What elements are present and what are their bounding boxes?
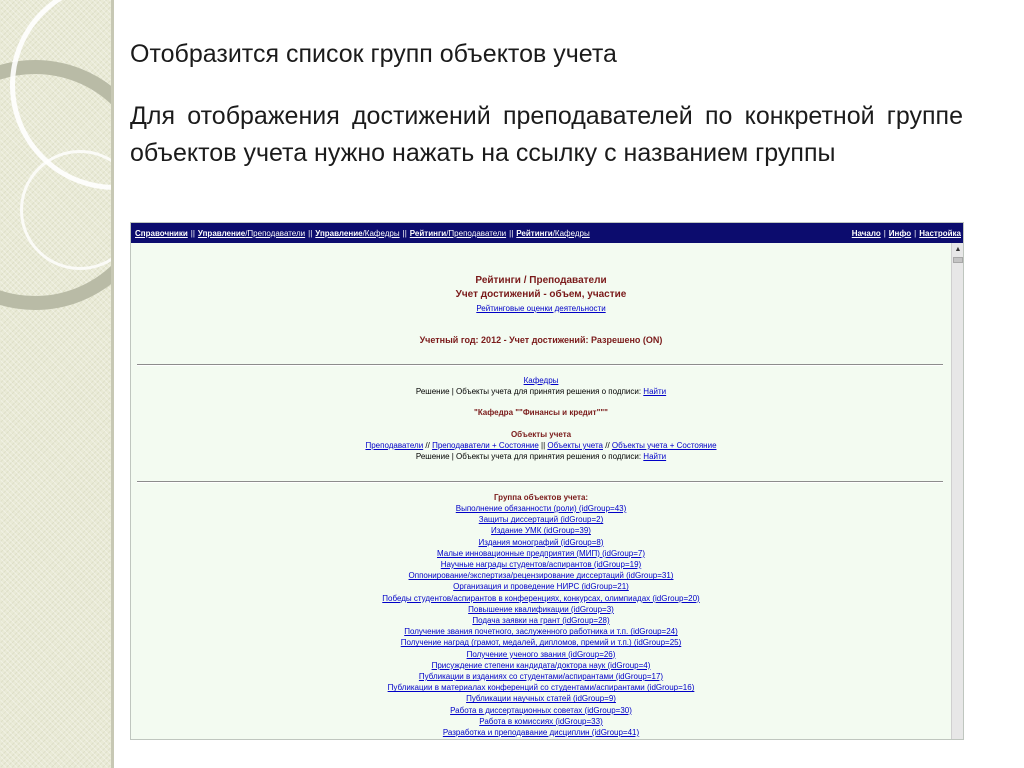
decorative-edge bbox=[111, 0, 114, 768]
rating-scores-link[interactable]: Рейтинговые оценки деятельности bbox=[476, 304, 606, 313]
group-link[interactable]: Работа в диссертационных советах (idGroup=30) bbox=[450, 705, 632, 715]
group-link[interactable]: Подача заявки на грант (idGroup=28) bbox=[472, 616, 610, 625]
group-link[interactable]: Научные награды студентов/аспирантов (idGroup=19) bbox=[440, 560, 642, 569]
objects-state-link[interactable]: Объекты учета + Состояние bbox=[611, 441, 717, 450]
scroll-thumb[interactable] bbox=[953, 257, 963, 263]
link-separator: // bbox=[603, 441, 612, 450]
group-link[interactable]: Присуждение степени кандидата/доктора наук (idGroup=4) bbox=[431, 660, 651, 670]
group-row bbox=[131, 672, 951, 681]
group-row bbox=[131, 504, 951, 513]
group-row bbox=[131, 549, 951, 558]
nav-separator: || bbox=[308, 228, 313, 238]
decision-text: Решение | Объекты учета для принятия решения о подписи: bbox=[415, 452, 644, 461]
group-row bbox=[131, 694, 951, 703]
nav-separator: || bbox=[190, 228, 195, 238]
objects-link[interactable]: Объекты учета bbox=[547, 441, 603, 450]
group-link[interactable]: Публикации в изданиях со студентами/аспирантами (idGroup=17) bbox=[418, 672, 664, 681]
group-link[interactable]: Разработка и преподавание дисциплин (idGroup=41) bbox=[442, 728, 640, 737]
group-link[interactable]: Повышение квалификации (idGroup=3) bbox=[468, 604, 614, 614]
nav-separator: || bbox=[402, 228, 407, 238]
departments-row bbox=[131, 376, 951, 385]
decorative-side-panel bbox=[0, 0, 114, 768]
decision-row bbox=[131, 387, 951, 396]
objects-title: Объекты учета bbox=[510, 430, 572, 439]
group-row bbox=[131, 538, 951, 547]
group-row bbox=[131, 650, 951, 659]
decision-text: Решение | Объекты учета для принятия решения о подписи: bbox=[415, 387, 644, 396]
teachers-state-link[interactable]: Преподаватели + Состояние bbox=[432, 441, 539, 450]
vertical-scrollbar[interactable] bbox=[951, 243, 963, 740]
group-row bbox=[131, 515, 951, 524]
group-link[interactable]: Защиты диссертаций (idGroup=2) bbox=[478, 515, 604, 525]
departments-link[interactable]: Кафедры bbox=[523, 376, 559, 385]
nav-separator: | bbox=[914, 228, 917, 238]
nav-link-info[interactable]: Инфо bbox=[888, 228, 912, 238]
link-separator: || bbox=[538, 441, 548, 450]
divider bbox=[137, 481, 943, 483]
nav-link-directories[interactable]: Справочники bbox=[135, 228, 188, 238]
group-row bbox=[131, 616, 951, 625]
top-nav-left bbox=[135, 229, 590, 238]
embedded-app-screenshot bbox=[130, 222, 964, 740]
group-row bbox=[131, 706, 951, 715]
top-navigation-bar bbox=[131, 223, 964, 243]
teachers-link[interactable]: Преподаватели bbox=[365, 441, 424, 450]
nav-separator: || bbox=[509, 228, 514, 238]
page-content bbox=[131, 243, 951, 740]
group-link[interactable]: Публикации в материалах конференций со студентами/аспирантами (idGroup=16) bbox=[387, 683, 695, 693]
slide-title: Отобразится список групп объектов учета bbox=[130, 40, 617, 68]
groups-title: Группа объектов учета: bbox=[493, 493, 589, 502]
group-link[interactable]: Организация и проведение НИРС (idGroup=21) bbox=[453, 582, 629, 592]
group-link[interactable]: Издания монографий (idGroup=8) bbox=[478, 537, 604, 547]
nav-sublink-ratings-teachers[interactable]: /Преподаватели bbox=[446, 228, 507, 238]
group-link[interactable]: Выполнение обязанности (роли) (idGroup=43) bbox=[455, 504, 627, 513]
decision-row-2 bbox=[131, 452, 951, 461]
nav-link-management-departments[interactable]: Управление bbox=[315, 228, 363, 238]
slide-body-text: Для отображения достижений преподавателей по конкретной группе объектов учета нужно нажать на ссылку с названием группы bbox=[130, 102, 963, 167]
nav-link-home[interactable]: Начало bbox=[851, 228, 881, 238]
group-row bbox=[131, 582, 951, 591]
group-row bbox=[131, 605, 951, 614]
group-link[interactable]: Оппонирование/экспертиза/рецензирование диссертаций (idGroup=31) bbox=[408, 571, 674, 581]
top-nav-right bbox=[852, 229, 961, 238]
nav-sublink-departments[interactable]: /Кафедры bbox=[362, 228, 400, 238]
nav-link-management-teachers[interactable]: Управление bbox=[197, 228, 246, 238]
group-row bbox=[131, 717, 951, 726]
group-link[interactable]: Получение ученого звания (idGroup=26) bbox=[466, 649, 616, 659]
page-subheading: Учет достижений - объем, участие bbox=[455, 289, 627, 300]
scroll-up-arrow-icon[interactable]: ▲ bbox=[954, 246, 962, 253]
group-row bbox=[131, 560, 951, 569]
group-row bbox=[131, 571, 951, 580]
group-link[interactable]: Победы студентов/аспирантов в конференциях, конкурсах, олимпиадах (idGroup=20) bbox=[382, 593, 700, 603]
group-link[interactable]: Малые инновационные предприятия (МИП) (idGroup=7) bbox=[436, 548, 646, 558]
divider bbox=[137, 364, 943, 366]
find-link-2[interactable]: Найти bbox=[643, 452, 667, 461]
nav-link-ratings-teachers[interactable]: Рейтинги bbox=[409, 228, 447, 238]
group-row bbox=[131, 627, 951, 636]
rating-link-row bbox=[131, 304, 951, 313]
group-link[interactable]: Получение звания почетного, заслуженного работника и т.п. (idGroup=24) bbox=[404, 627, 678, 637]
group-row bbox=[131, 661, 951, 670]
group-link[interactable]: Издание УМК (idGroup=39) bbox=[491, 526, 591, 536]
group-link[interactable]: Публикации научных статей (idGroup=9) bbox=[466, 694, 616, 704]
page-heading: Рейтинги / Преподаватели bbox=[475, 275, 607, 286]
group-row bbox=[131, 683, 951, 692]
find-link[interactable]: Найти bbox=[643, 387, 667, 396]
group-row bbox=[131, 728, 951, 737]
group-link[interactable]: Получение наград (грамот, медалей, дипломов, премий и т.п.) (idGroup=25) bbox=[400, 638, 682, 648]
group-row bbox=[131, 638, 951, 647]
nav-link-settings[interactable]: Настройка bbox=[919, 228, 961, 238]
group-row bbox=[131, 526, 951, 535]
group-row bbox=[131, 594, 951, 603]
nav-sublink-teachers[interactable]: /Преподаватели bbox=[245, 228, 306, 238]
nav-link-ratings-departments[interactable]: Рейтинги bbox=[516, 228, 553, 238]
department-name: "Кафедра ""Финансы и кредит""" bbox=[474, 408, 608, 417]
link-separator: // bbox=[423, 441, 433, 450]
group-link[interactable]: Работа в комиссиях (idGroup=33) bbox=[479, 716, 603, 726]
nav-separator: | bbox=[883, 228, 886, 238]
objects-links-row bbox=[131, 441, 951, 450]
nav-sublink-ratings-departments[interactable]: /Кафедры bbox=[552, 228, 590, 238]
accounting-year-line: Учетный год: 2012 - Учет достижений: Разрешено (ON) bbox=[419, 335, 663, 345]
